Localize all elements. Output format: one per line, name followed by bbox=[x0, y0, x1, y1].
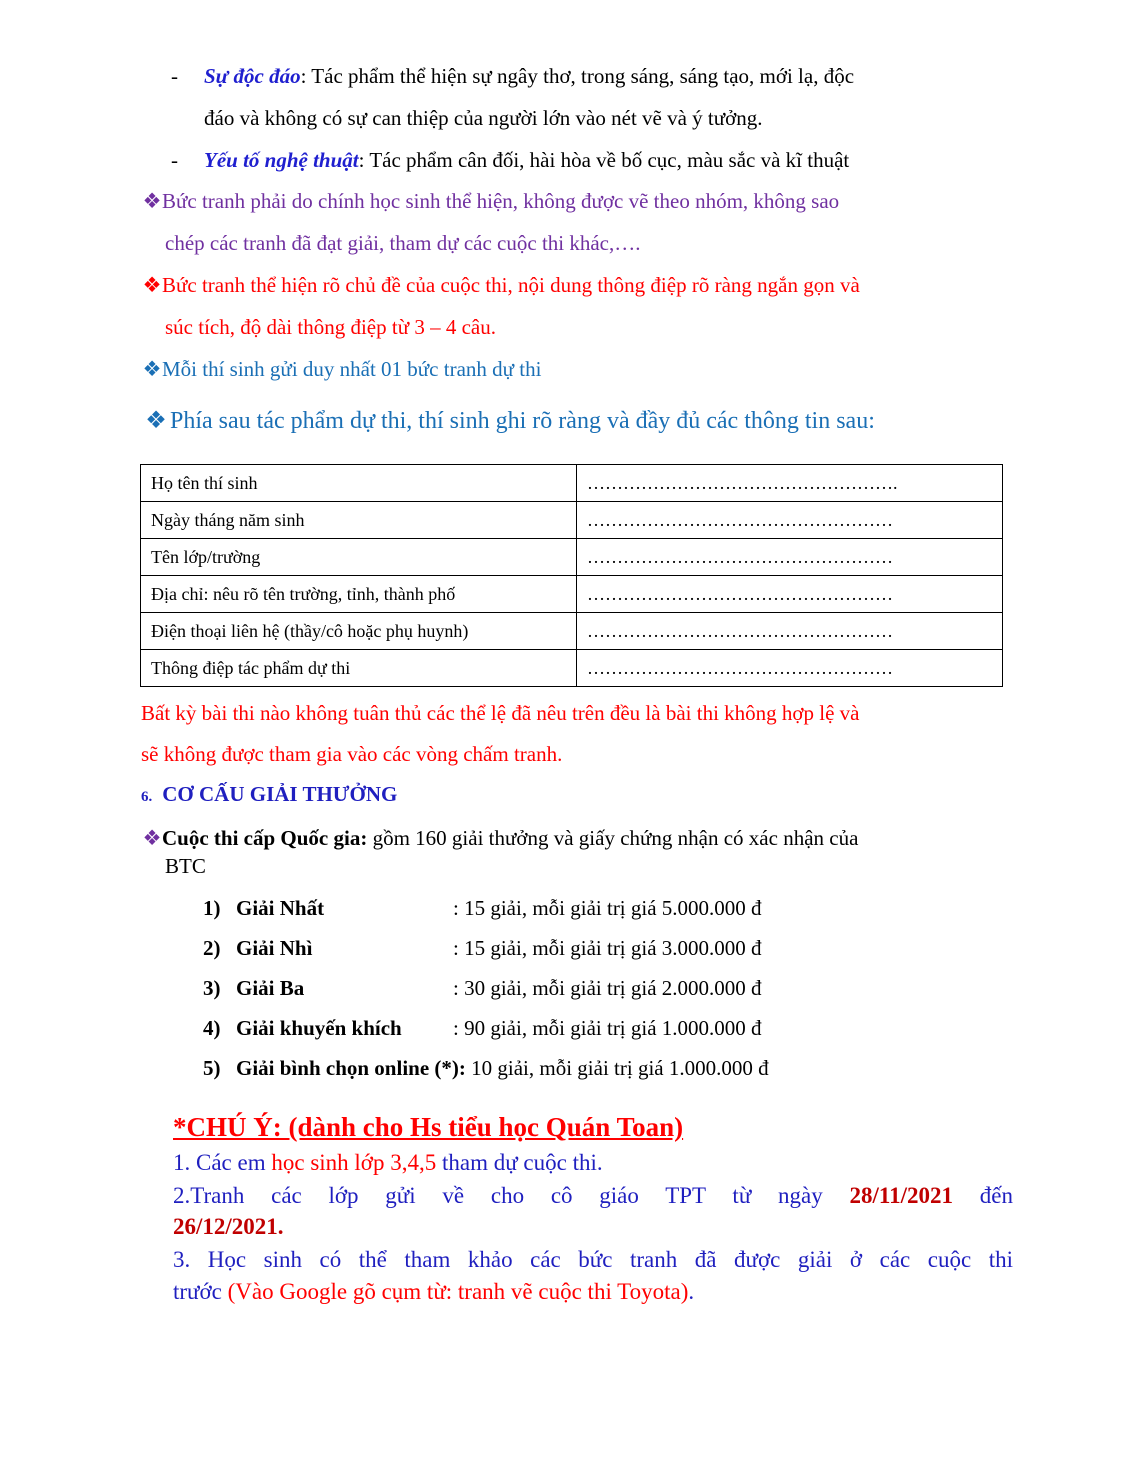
note-date-start: 28/11/2021 bbox=[849, 1183, 954, 1208]
table-row bbox=[141, 576, 1003, 613]
table-cell-label: Ngày tháng năm sinh bbox=[141, 502, 577, 539]
prize-desc: : 15 giải, mỗi giải trị giá 5.000.000 đ bbox=[453, 896, 762, 920]
rule-theme bbox=[142, 272, 860, 298]
table-cell-value: …………………………………………… bbox=[577, 613, 1003, 650]
rule-one-entry bbox=[142, 356, 541, 382]
warning-text-cont: sẽ không được tham gia vào các vòng chấm tranh. bbox=[141, 742, 563, 766]
prize-item bbox=[203, 935, 903, 961]
info-intro-text: Phía sau tác phẩm dự thi, thí sinh ghi rõ ràng và đầy đủ các thông tin sau: bbox=[170, 408, 875, 434]
table-row bbox=[141, 502, 1003, 539]
prize-name: Giải Ba bbox=[236, 976, 305, 1000]
note-text: tham dự cuộc thi. bbox=[436, 1150, 603, 1175]
note-text: đến bbox=[953, 1183, 1013, 1208]
table-cell-value: …………………………………………… bbox=[577, 502, 1003, 539]
table-row bbox=[141, 539, 1003, 576]
rule-own-work bbox=[142, 188, 839, 214]
diamond-bullet-icon: ❖ bbox=[142, 357, 162, 381]
note-text: trước bbox=[173, 1279, 228, 1304]
national-contest bbox=[142, 825, 858, 851]
table-cell-value: …………………………………………… bbox=[577, 539, 1003, 576]
prize-name: Giải bình chọn online (*): bbox=[236, 1056, 466, 1080]
diamond-bullet-icon: ❖ bbox=[142, 189, 162, 213]
table-cell-label: Họ tên thí sinh bbox=[141, 465, 577, 502]
prize-item bbox=[203, 975, 903, 1001]
criteria-text: : Tác phẩm thể hiện sự ngây thơ, trong sáng, sáng tạo, mới lạ, độc bbox=[300, 64, 855, 88]
note-title: *CHÚ Ý: (dành cho Hs tiểu học Quán Toan) bbox=[173, 1112, 684, 1142]
table-cell-label: Địa chỉ: nêu rõ tên trường, tỉnh, thành phố bbox=[141, 576, 577, 613]
rule-text-cont: chép các tranh đã đạt giải, tham dự các cuộc thi khác,…. bbox=[165, 231, 641, 255]
note-text: 2.Tranh các lớp gửi về cho cô giáo TPT từ ngày bbox=[173, 1183, 850, 1208]
prize-item bbox=[203, 895, 903, 921]
note-highlight: học sinh lớp 3,4,5 bbox=[271, 1150, 437, 1175]
rule-text: Bức tranh phải do chính học sinh thể hiện, không được vẽ theo nhóm, không sao bbox=[162, 189, 840, 213]
prize-desc: : 90 giải, mỗi giải trị giá 1.000.000 đ bbox=[453, 1016, 762, 1040]
table-row bbox=[141, 465, 1003, 502]
info-table bbox=[140, 464, 1003, 687]
national-text-cont: BTC bbox=[165, 854, 206, 878]
prize-desc: : 15 giải, mỗi giải trị giá 3.000.000 đ bbox=[453, 936, 762, 960]
note-line-3: 3. Học sinh có thể tham khảo các bức tranh đã được giải ở các cuộc thi bbox=[173, 1247, 1013, 1272]
table-cell-value: ……………………………………………. bbox=[577, 465, 1003, 502]
note-text: 1. Các em bbox=[173, 1150, 272, 1175]
rule-text: Mỗi thí sinh gửi duy nhất 01 bức tranh dự thi bbox=[162, 357, 542, 381]
rule-text: Bức tranh thể hiện rõ chủ đề của cuộc thi, nội dung thông điệp rõ ràng ngắn gọn và bbox=[162, 273, 860, 297]
table-cell-value: …………………………………………… bbox=[577, 576, 1003, 613]
prize-item bbox=[203, 1015, 903, 1041]
criteria-text-cont: đáo và không có sự can thiệp của người lớn vào nét vẽ và ý tưởng. bbox=[204, 106, 763, 130]
warning-text: Bất kỳ bài thi nào không tuân thủ các thể lệ đã nêu trên đều là bài thi không hợp lệ và bbox=[141, 701, 860, 725]
prize-number: 2) bbox=[203, 936, 221, 960]
prize-number: 3) bbox=[203, 976, 221, 1000]
diamond-bullet-icon: ❖ bbox=[145, 408, 167, 434]
national-text: gồm 160 giải thưởng và giấy chứng nhận có xác nhận của bbox=[367, 826, 859, 850]
prize-number: 5) bbox=[203, 1056, 221, 1080]
note-date-end: 26/12/2021. bbox=[173, 1214, 284, 1239]
criteria-item-art bbox=[171, 147, 850, 173]
prize-number: 4) bbox=[203, 1016, 221, 1040]
national-label: Cuộc thi cấp Quốc gia: bbox=[162, 826, 368, 850]
diamond-bullet-icon: ❖ bbox=[142, 826, 162, 850]
criteria-text: : Tác phẩm cân đối, hài hòa về bố cục, màu sắc và kĩ thuật bbox=[358, 148, 850, 172]
prize-desc: 10 giải, mỗi giải trị giá 1.000.000 đ bbox=[465, 1056, 769, 1080]
table-row bbox=[141, 613, 1003, 650]
prize-item bbox=[203, 1055, 903, 1081]
prize-desc: : 30 giải, mỗi giải trị giá 2.000.000 đ bbox=[453, 976, 762, 1000]
note-text: . bbox=[688, 1279, 695, 1304]
note-line-3-cont bbox=[173, 1276, 694, 1308]
table-cell-value: …………………………………………… bbox=[577, 650, 1003, 687]
dash-marker: - bbox=[171, 148, 178, 172]
note-line-2 bbox=[173, 1180, 1013, 1212]
prize-name: Giải Nhất bbox=[236, 896, 325, 920]
prize-number: 1) bbox=[203, 896, 221, 920]
diamond-bullet-icon: ❖ bbox=[142, 273, 162, 297]
section-title: CƠ CẤU GIẢI THƯỞNG bbox=[162, 782, 398, 806]
table-cell-label: Tên lớp/trường bbox=[141, 539, 577, 576]
note-highlight: (Vào Google gõ cụm từ: tranh vẽ cuộc thi Toyota) bbox=[227, 1279, 689, 1304]
rule-text-cont: súc tích, độ dài thông điệp từ 3 – 4 câu. bbox=[165, 315, 496, 339]
info-intro bbox=[142, 406, 875, 436]
table-cell-label: Thông điệp tác phẩm dự thi bbox=[141, 650, 577, 687]
criteria-label: Sự độc đáo bbox=[204, 64, 301, 88]
section-heading bbox=[141, 782, 397, 807]
section-number: 6. bbox=[141, 789, 153, 805]
note-line-1 bbox=[173, 1147, 603, 1179]
prize-name: Giải khuyến khích bbox=[236, 1016, 402, 1040]
table-cell-label: Điện thoại liên hệ (thầy/cô hoặc phụ huynh) bbox=[141, 613, 577, 650]
table-row bbox=[141, 650, 1003, 687]
criteria-label: Yếu tố nghệ thuật bbox=[204, 148, 359, 172]
prize-name: Giải Nhì bbox=[236, 936, 313, 960]
criteria-item-originality bbox=[171, 63, 855, 89]
dash-marker: - bbox=[171, 64, 178, 88]
